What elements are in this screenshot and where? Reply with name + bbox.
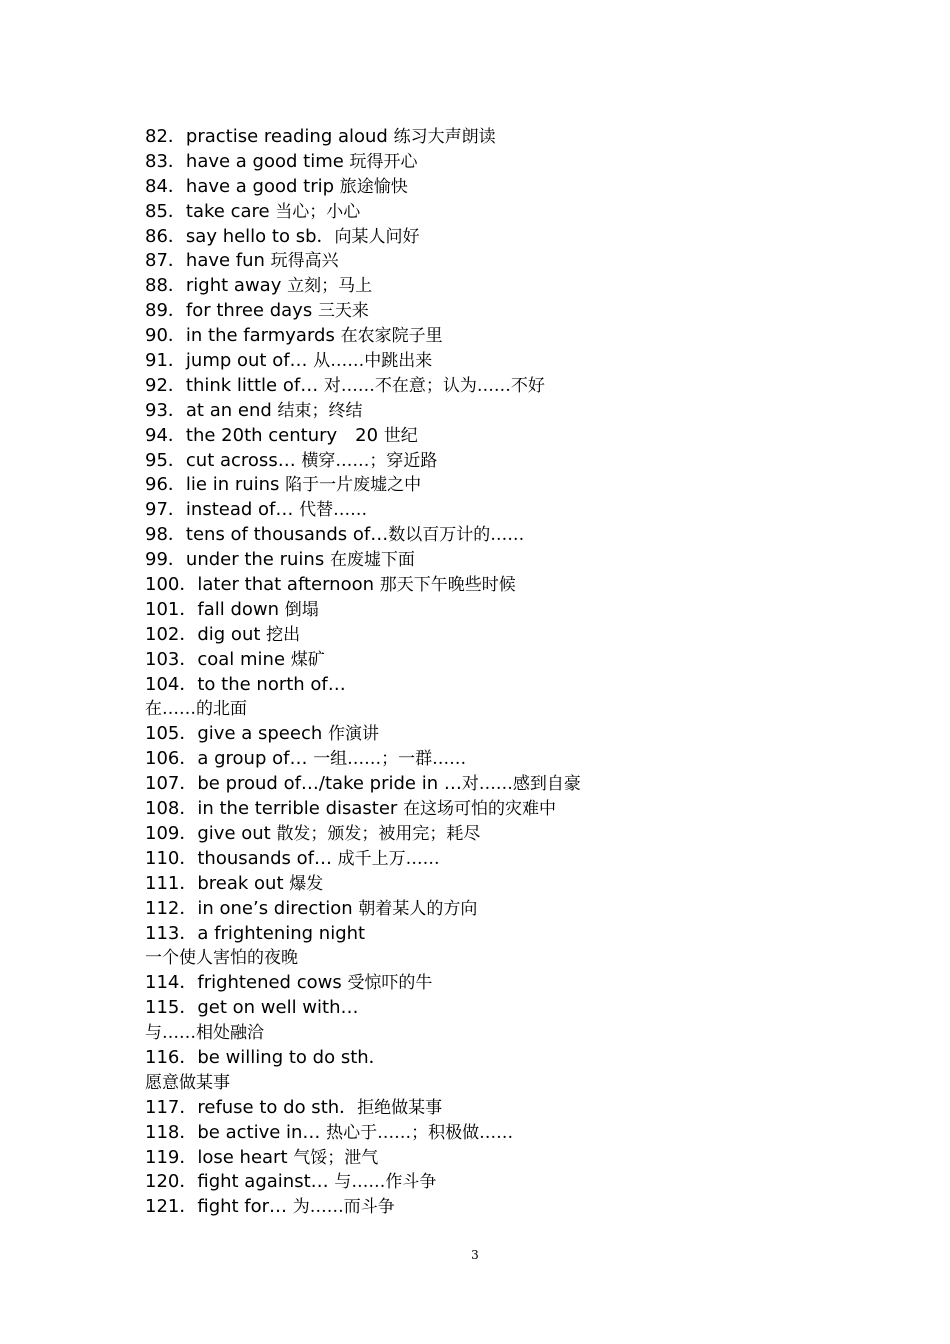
entry-number: 85．: [145, 200, 186, 222]
phrase-entry: [145, 896, 845, 921]
entry-number: 90．: [145, 325, 186, 347]
chinese-meaning: 当心；小心: [275, 201, 361, 222]
entry-number: 112．: [145, 897, 198, 919]
entry-number: 101．: [145, 598, 198, 620]
english-phrase: thousands of…: [197, 847, 338, 869]
english-phrase: refuse to do sth．: [197, 1096, 358, 1118]
english-phrase: give out: [197, 822, 277, 844]
chinese-meaning: 煤矿: [290, 649, 325, 670]
chinese-meaning: 为……而斗争: [292, 1197, 395, 1218]
english-phrase: be willing to do sth．: [197, 1046, 387, 1068]
phrase-entry: [145, 597, 845, 622]
chinese-meaning: 在……的北面: [145, 699, 247, 720]
phrase-entry: [145, 522, 845, 547]
phrase-list: [145, 124, 845, 1219]
entry-number: 87．: [145, 250, 186, 272]
phrase-entry: [145, 1169, 845, 1194]
entry-number: 82．: [145, 126, 186, 147]
english-phrase: lie in ruins: [185, 474, 286, 496]
phrase-entry: [145, 1045, 845, 1070]
phrase-entry: [145, 224, 845, 249]
entry-number: 109．: [145, 822, 198, 844]
phrase-entry: [145, 199, 845, 224]
english-phrase: fight for…: [197, 1196, 293, 1218]
phrase-entry: [145, 622, 845, 647]
chinese-meaning: 结束；终结: [277, 400, 363, 421]
chinese-meaning: 向某人问好: [334, 226, 420, 247]
english-phrase: a frightening night: [197, 922, 366, 944]
english-phrase: instead of…: [185, 499, 300, 521]
phrase-entry: [145, 248, 845, 273]
phrase-entry: [145, 273, 845, 298]
english-phrase: a group of…: [197, 748, 314, 770]
entry-number: 117．: [145, 1096, 198, 1118]
entry-number: 88．: [145, 275, 186, 297]
chinese-meaning: 在农家院子里: [340, 326, 443, 347]
phrase-entry: [145, 547, 845, 572]
chinese-meaning: 从……中跳出来: [313, 351, 433, 372]
entry-number: 104．: [145, 673, 198, 695]
english-phrase: have a good time: [185, 150, 350, 172]
phrase-entry: [145, 1145, 845, 1170]
english-phrase: coal mine: [197, 648, 291, 670]
phrase-entry: [145, 497, 845, 522]
chinese-meaning: 挖出: [266, 624, 301, 645]
entry-number: 83．: [145, 150, 186, 172]
phrase-entry: [145, 921, 845, 946]
english-phrase: in one’s direction: [197, 897, 359, 919]
phrase-entry: [145, 348, 845, 373]
entry-number: 98．: [145, 524, 186, 546]
english-phrase: the 20th century 20: [185, 424, 384, 446]
english-phrase: in the farmyards: [185, 325, 341, 347]
entry-number: 119．: [145, 1146, 198, 1168]
chinese-meaning: 数以百万计的……: [388, 525, 525, 546]
entry-number: 95．: [145, 449, 186, 471]
english-phrase: have fun: [185, 250, 271, 272]
entry-number: 121．: [145, 1196, 198, 1218]
phrase-entry: [145, 945, 845, 970]
entry-number: 113．: [145, 922, 198, 944]
entry-number: 86．: [145, 225, 186, 247]
english-phrase: fight against…: [197, 1171, 335, 1193]
entry-number: 116．: [145, 1046, 198, 1068]
chinese-meaning: 横穿……；穿近路: [301, 450, 438, 471]
phrase-entry: [145, 721, 845, 746]
english-phrase: get on well with…: [197, 997, 359, 1019]
english-phrase: take care: [185, 200, 276, 222]
english-phrase: to the north of…: [197, 673, 346, 695]
chinese-meaning: 陷于一片废墟之中: [285, 475, 422, 496]
phrase-entry: [145, 970, 845, 995]
phrase-entry: [145, 448, 845, 473]
phrase-entry: [145, 696, 845, 721]
english-phrase: tens of thousands of…: [185, 524, 389, 546]
chinese-meaning: 在废墟下面: [329, 550, 415, 571]
entry-number: 103．: [145, 648, 198, 670]
chinese-meaning: 那天下午晚些时候: [379, 575, 516, 596]
chinese-meaning: 气馁；泄气: [293, 1147, 379, 1168]
english-phrase: practise reading aloud: [185, 126, 394, 147]
chinese-meaning: 与……相处融洽: [145, 1023, 264, 1044]
english-phrase: lose heart: [197, 1146, 294, 1168]
chinese-meaning: 旅途愉快: [339, 176, 408, 197]
english-phrase: think little of…: [185, 374, 324, 396]
phrase-entry: [145, 1070, 845, 1095]
english-phrase: be active in…: [197, 1121, 327, 1143]
chinese-meaning: 朝着某人的方向: [358, 898, 478, 919]
phrase-entry: [145, 398, 845, 423]
chinese-meaning: 热心于……；积极做……: [326, 1122, 514, 1143]
phrase-entry: [145, 1095, 845, 1120]
english-phrase: have a good trip: [185, 175, 340, 197]
chinese-meaning: 立刻；马上: [287, 276, 373, 297]
phrase-entry: [145, 174, 845, 199]
phrase-entry: [145, 672, 845, 697]
phrase-entry: [145, 1120, 845, 1145]
english-phrase: frightened cows: [197, 972, 348, 994]
chinese-meaning: 愿意做某事: [145, 1072, 230, 1093]
chinese-meaning: 作演讲: [327, 724, 379, 745]
phrase-entry: [145, 472, 845, 497]
english-phrase: jump out of…: [185, 350, 314, 372]
entry-number: 94．: [145, 424, 186, 446]
entry-number: 108．: [145, 798, 198, 820]
entry-number: 89．: [145, 300, 186, 322]
entry-number: 111．: [145, 872, 198, 894]
phrase-entry: [145, 1194, 845, 1219]
entry-number: 96．: [145, 474, 186, 496]
english-phrase: be proud of…/take pride in …: [197, 773, 462, 795]
chinese-meaning: 对……感到自豪: [461, 774, 581, 795]
entry-number: 120．: [145, 1171, 198, 1193]
entry-number: 118．: [145, 1121, 198, 1143]
english-phrase: say hello to sb．: [185, 225, 335, 247]
entry-number: 99．: [145, 549, 186, 571]
english-phrase: at an end: [185, 399, 278, 421]
entry-number: 93．: [145, 399, 186, 421]
entry-number: 115．: [145, 997, 198, 1019]
english-phrase: in the terrible disaster: [197, 798, 404, 820]
phrase-entry: [145, 423, 845, 448]
chinese-meaning: 受惊吓的牛: [347, 973, 433, 994]
english-phrase: right away: [185, 275, 288, 297]
entry-number: 106．: [145, 748, 198, 770]
english-phrase: later that afternoon: [197, 574, 380, 596]
english-phrase: give a speech: [197, 723, 328, 745]
chinese-meaning: 玩得高兴: [270, 251, 339, 272]
entry-number: 92．: [145, 374, 186, 396]
phrase-entry: [145, 124, 845, 149]
chinese-meaning: 倒塌: [284, 599, 319, 620]
chinese-meaning: 玩得开心: [349, 151, 418, 172]
chinese-meaning: 成千上万……: [337, 848, 440, 869]
chinese-meaning: 代替……: [299, 500, 368, 521]
entry-number: 100．: [145, 574, 198, 596]
english-phrase: cut across…: [185, 449, 302, 471]
english-phrase: dig out: [197, 623, 267, 645]
entry-number: 114．: [145, 972, 198, 994]
chinese-meaning: 三天来: [317, 301, 369, 322]
chinese-meaning: 对……不在意；认为……不好: [323, 375, 545, 396]
entry-number: 97．: [145, 499, 186, 521]
phrase-entry: [145, 796, 845, 821]
phrase-entry: [145, 995, 845, 1020]
chinese-meaning: 拒绝做某事: [357, 1097, 443, 1118]
entry-number: 110．: [145, 847, 198, 869]
english-phrase: for three days: [185, 300, 318, 322]
phrase-entry: [145, 746, 845, 771]
chinese-meaning: 练习大声朗读: [393, 127, 496, 147]
entry-number: 102．: [145, 623, 198, 645]
entry-number: 105．: [145, 723, 198, 745]
english-phrase: fall down: [197, 598, 285, 620]
chinese-meaning: 在这场可怕的灾难中: [403, 799, 557, 820]
phrase-entry: [145, 871, 845, 896]
entry-number: 84．: [145, 175, 186, 197]
chinese-meaning: 与……作斗争: [334, 1172, 437, 1193]
chinese-meaning: 一组……；一群……: [313, 749, 467, 770]
phrase-entry: [145, 373, 845, 398]
phrase-entry: [145, 647, 845, 672]
phrase-entry: [145, 149, 845, 174]
page-number: 3: [471, 1248, 479, 1262]
english-phrase: break out: [197, 872, 290, 894]
english-phrase: under the ruins: [185, 549, 330, 571]
chinese-meaning: 爆发: [289, 873, 324, 894]
phrase-entry: [145, 298, 845, 323]
phrase-entry: [145, 771, 845, 796]
phrase-entry: [145, 1020, 845, 1045]
phrase-entry: [145, 323, 845, 348]
chinese-meaning: 一个使人害怕的夜晚: [145, 948, 298, 969]
chinese-meaning: 世纪: [383, 425, 418, 446]
entry-number: 91．: [145, 350, 186, 372]
phrase-entry: [145, 821, 845, 846]
phrase-entry: [145, 572, 845, 597]
chinese-meaning: 散发；颁发；被用完；耗尽: [276, 823, 481, 844]
phrase-entry: [145, 846, 845, 871]
entry-number: 107．: [145, 773, 198, 795]
